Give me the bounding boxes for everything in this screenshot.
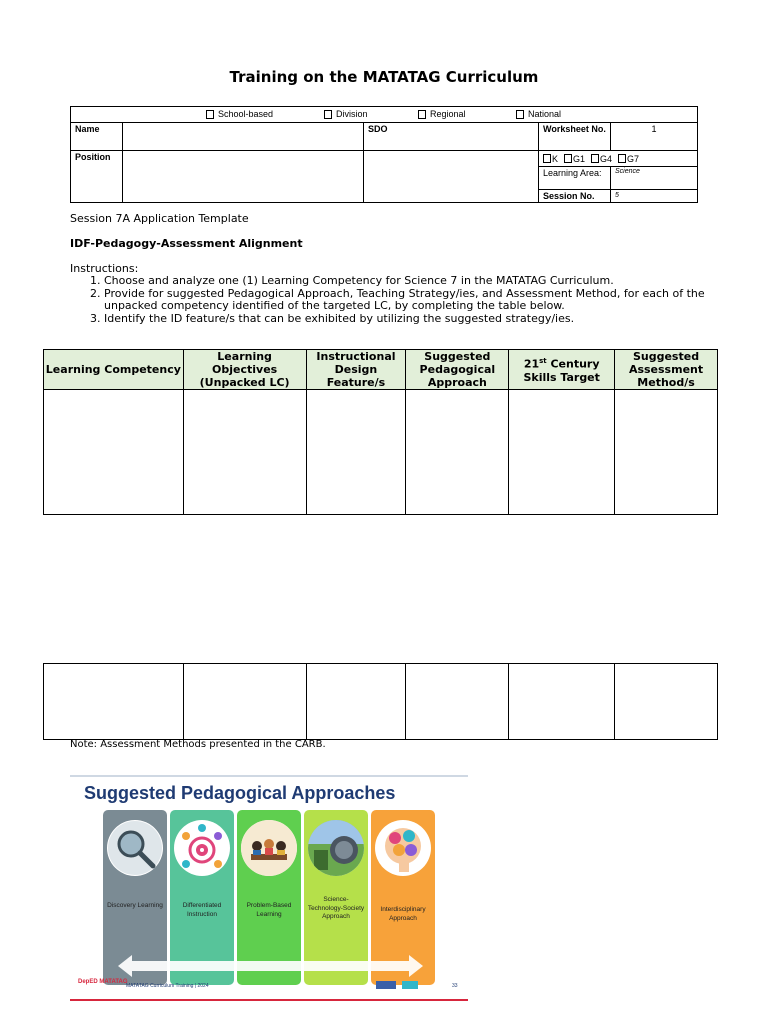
checkbox-icon[interactable] <box>564 154 572 163</box>
level-checkbox-national[interactable]: National <box>516 109 561 119</box>
approach-label: Differentiated Instruction <box>182 902 222 918</box>
checkbox-icon[interactable] <box>591 154 599 163</box>
approach-label: Interdisciplinary Approach <box>380 906 426 922</box>
checkbox-icon[interactable] <box>618 154 626 163</box>
table-cell[interactable] <box>44 664 184 740</box>
document-title: Training on the MATATAG Curriculum <box>229 68 539 86</box>
sdo-label: SDO <box>364 123 539 150</box>
table-cell[interactable] <box>306 664 406 740</box>
learning-area-label: Learning Area: <box>539 167 611 189</box>
checkbox-icon[interactable] <box>516 110 524 119</box>
target-icon <box>174 820 230 876</box>
group-meeting-icon <box>241 820 297 876</box>
approach-label: Discovery Learning <box>107 902 163 909</box>
table-cell[interactable] <box>183 664 306 740</box>
worksheet-label: Worksheet No. <box>539 123 611 150</box>
table-cell[interactable] <box>306 390 406 515</box>
training-level-row <box>71 107 697 123</box>
approach-label: Science-Technology-Society Approach <box>307 896 365 920</box>
table-cell[interactable] <box>509 390 615 515</box>
name-field[interactable] <box>123 123 364 150</box>
worksheet-value: 1 <box>651 124 657 134</box>
table-header-row <box>44 350 718 390</box>
table-cell[interactable] <box>406 390 509 515</box>
grade-checkbox-g4[interactable]: G4 <box>591 154 612 164</box>
double-arrow-icon <box>118 955 423 977</box>
position-label: Position <box>71 151 123 202</box>
grade-checkbox-g1[interactable]: G1 <box>564 154 585 164</box>
instructions-block <box>70 262 710 325</box>
table-cell[interactable] <box>183 390 306 515</box>
session-number-label: Session No. <box>539 190 611 202</box>
name-label: Name <box>71 123 123 150</box>
earth-technology-icon <box>308 820 364 876</box>
session-number-row <box>539 190 697 202</box>
head-network-icon <box>375 820 431 876</box>
magnifier-icon <box>107 820 163 876</box>
partner-logo-icon <box>402 981 418 989</box>
instruction-item: 3. Identify the ID feature/s that can be exhibited by utilizing the suggested strategy/ies. <box>104 313 710 326</box>
learning-area-value[interactable]: Science <box>615 168 640 175</box>
checkbox-icon[interactable] <box>206 110 214 119</box>
footer-text: MATATAG Curriculum Training | 2024 <box>126 983 209 989</box>
section-heading: IDF-Pedagogy-Assessment Alignment <box>70 237 303 250</box>
alignment-table-continued <box>43 663 718 740</box>
session-number-value[interactable]: 5 <box>615 192 619 199</box>
sdo-field[interactable] <box>364 151 539 202</box>
header-21st-century-skills: 21st Century Skills Target <box>509 350 615 390</box>
session-template-text: Session 7A Application Template <box>70 212 249 225</box>
grade-checkboxes <box>539 151 697 167</box>
slide-title: Suggested Pedagogical Approaches <box>84 783 396 803</box>
instructions-list <box>104 275 710 325</box>
table-row <box>44 664 718 740</box>
position-field[interactable] <box>123 151 364 202</box>
table-cell[interactable] <box>509 664 615 740</box>
instructions-label: Instructions: <box>70 262 139 275</box>
assessment-note: Note: Assessment Methods presented in the CARB. <box>70 739 326 750</box>
header-learning-objectives: Learning Objectives (Unpacked LC) <box>183 350 306 390</box>
level-checkbox-regional[interactable]: Regional <box>418 109 466 119</box>
table-cell[interactable] <box>44 390 184 515</box>
header-pedagogical-approach: Suggested Pedagogical Approach <box>406 350 509 390</box>
grade-area-session-block <box>539 151 697 202</box>
slide-footer-bar <box>70 999 468 1001</box>
checkbox-icon[interactable] <box>418 110 426 119</box>
checkbox-icon[interactable] <box>543 154 551 163</box>
slide-footer <box>76 977 462 999</box>
grade-checkbox-k[interactable]: K <box>543 154 558 164</box>
table-cell[interactable] <box>406 664 509 740</box>
checkbox-icon[interactable] <box>324 110 332 119</box>
participant-info-form <box>70 106 698 203</box>
table-row <box>44 390 718 515</box>
instruction-item: 1. Choose and analyze one (1) Learning Competency for Science 7 in the MATATAG Curriculum. <box>104 275 710 288</box>
header-instructional-design: Instructional Design Feature/s <box>306 350 406 390</box>
header-assessment-method: Suggested Assessment Method/s <box>615 350 718 390</box>
alignment-table <box>43 349 718 515</box>
partner-logo-icon <box>376 981 396 989</box>
level-checkbox-school-based[interactable]: School-based <box>206 109 273 119</box>
slide-page-number: 33 <box>452 983 458 989</box>
table-cell[interactable] <box>615 664 718 740</box>
grade-checkbox-g7[interactable]: G7 <box>618 154 639 164</box>
pedagogical-approaches-slide <box>70 775 468 1001</box>
level-checkbox-division[interactable]: Division <box>324 109 368 119</box>
header-learning-competency: Learning Competency <box>44 350 184 390</box>
instruction-item: 2. Provide for suggested Pedagogical Approach, Teaching Strategy/ies, and Assessment Method, for each of the unpacked competency identified of the targeted LC, by completing the table below. <box>104 288 710 313</box>
learning-area-row <box>539 167 697 190</box>
table-cell[interactable] <box>615 390 718 515</box>
approach-label: Problem-Based Learning <box>246 902 292 918</box>
deped-logo: DepED MATATAG <box>78 979 128 985</box>
